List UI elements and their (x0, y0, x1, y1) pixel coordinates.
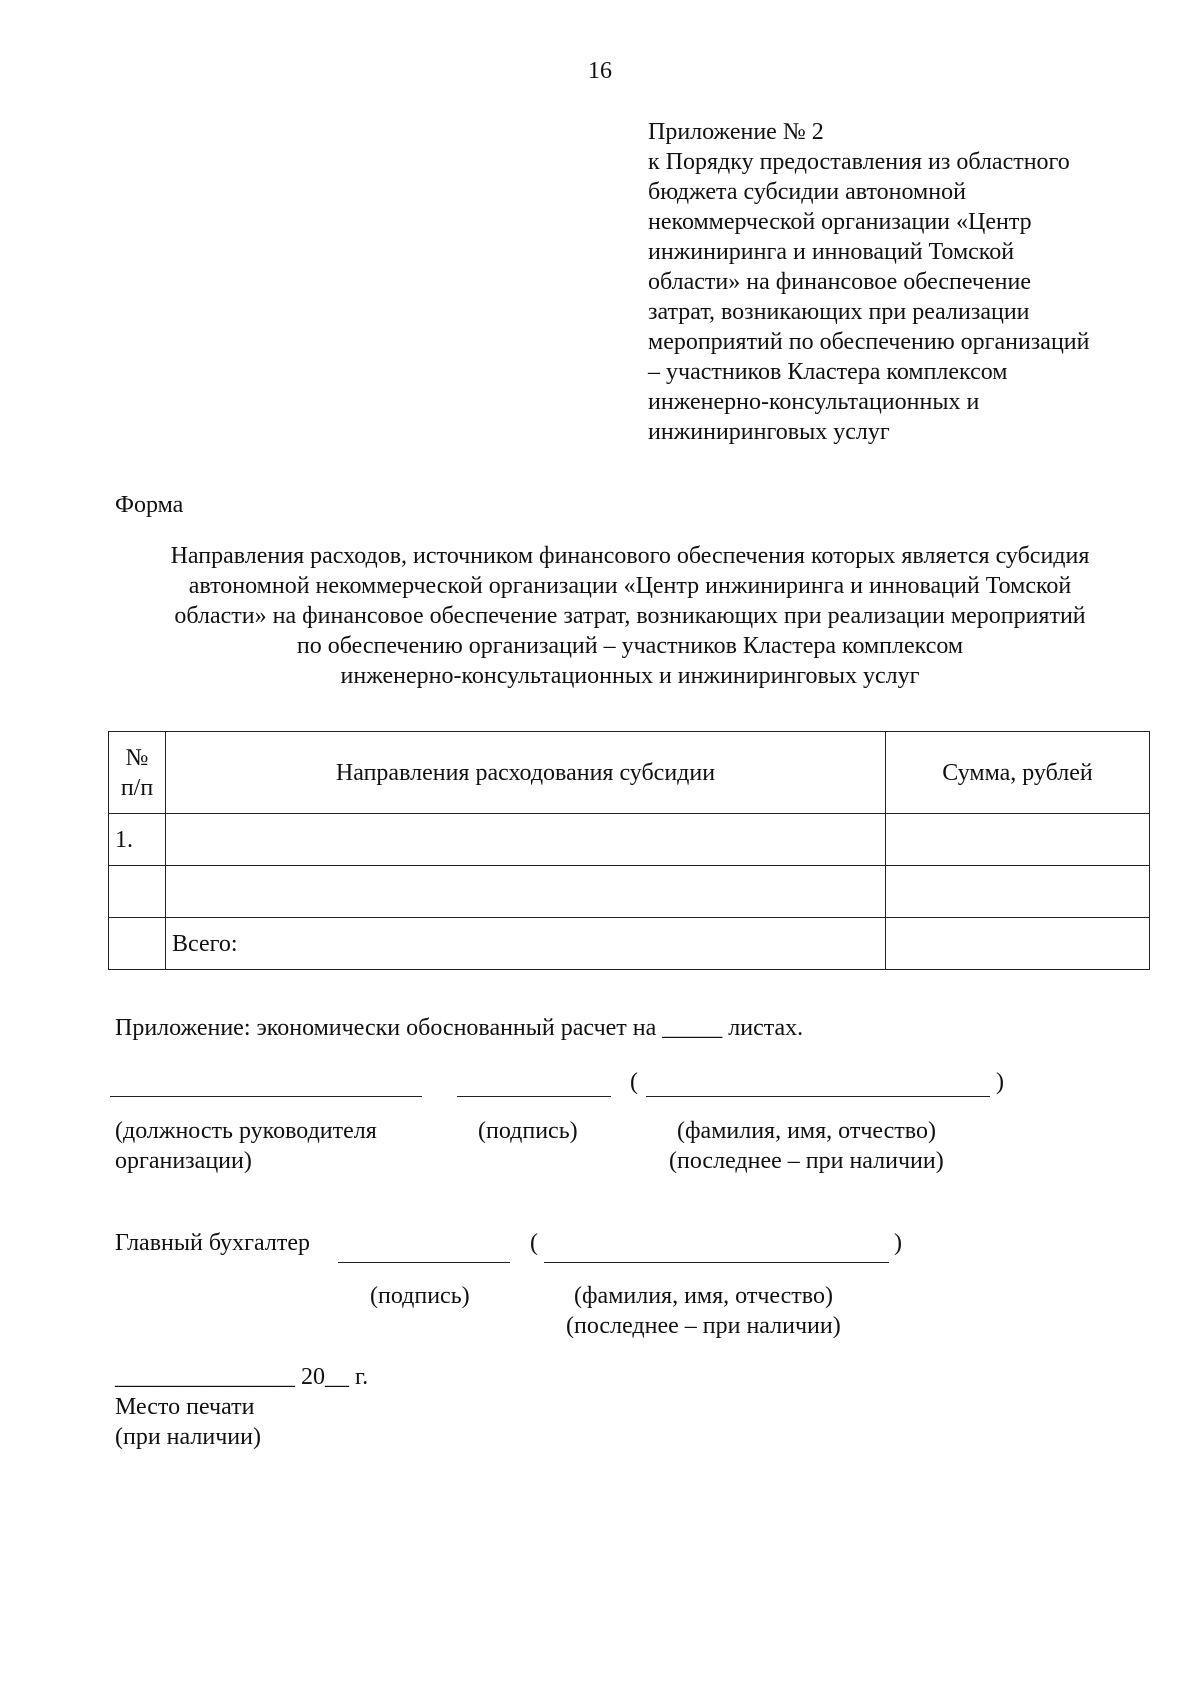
appendix-line: – участников Кластера комплексом (648, 359, 1008, 385)
table-header-row (109, 732, 1150, 814)
cell-num (109, 918, 166, 970)
appendix-line: некоммерческой организации «Центр (648, 209, 1032, 235)
position-caption-line2: организации) (115, 1148, 252, 1174)
accountant-signature-caption: (подпись) (370, 1283, 470, 1309)
accountant-name-caption-line1: (фамилия, имя, отчество) (574, 1283, 833, 1309)
expenses-table (108, 731, 1150, 970)
table-row (109, 814, 1150, 866)
table-row (109, 866, 1150, 918)
seal-place: Место печати (115, 1394, 255, 1420)
appendix-line: затрат, возникающих при реализации (648, 299, 1030, 325)
cell-direction (166, 814, 886, 866)
cell-sum (886, 814, 1150, 866)
position-caption-line1: (должность руководителя (115, 1118, 377, 1144)
table-total-row (109, 918, 1150, 970)
accountant-label: Главный бухгалтер (115, 1230, 310, 1256)
attachment-note: Приложение: экономически обоснованный расчет на _____ листах. (115, 1015, 804, 1041)
cell-direction (166, 866, 886, 918)
open-paren: ( (630, 1069, 638, 1095)
signature-caption: (подпись) (478, 1118, 578, 1144)
appendix-line: мероприятий по обеспечению организаций (648, 329, 1090, 355)
accountant-close-paren: ) (894, 1230, 902, 1256)
seal-note: (при наличии) (115, 1424, 261, 1450)
title-line: области» на финансовое обеспечение затрат, возникающих при реализации мероприятий (174, 603, 1086, 629)
form-label: Форма (115, 492, 184, 518)
cell-sum (886, 866, 1150, 918)
appendix-line: к Порядку предоставления из областного (648, 149, 1070, 175)
appendix-header (648, 117, 1168, 447)
name-caption-line1: (фамилия, имя, отчество) (677, 1118, 936, 1144)
appendix-line: инженерно-консультационных и (648, 389, 980, 415)
accountant-signature-line (338, 1262, 510, 1263)
appendix-line: инжиниринга и инноваций Томской (648, 239, 1015, 265)
title-line: по обеспечению организаций – участников Кластера комплексом (296, 633, 964, 659)
appendix-line: бюджета субсидии автономной (648, 179, 966, 205)
name-blank-line (646, 1096, 990, 1097)
cell-num: 1. (109, 814, 166, 866)
close-paren: ) (996, 1069, 1004, 1095)
cell-num (109, 866, 166, 918)
name-caption-line2: (последнее – при наличии) (669, 1148, 944, 1174)
appendix-line: области» на финансовое обеспечение (648, 269, 1031, 295)
header-direction: Направления расходования субсидии (166, 732, 886, 814)
accountant-name-caption-line2: (последнее – при наличии) (566, 1313, 841, 1339)
title-line: Направления расходов, источником финансового обеспечения которых является субсидия (170, 543, 1090, 569)
appendix-line: Приложение № 2 (648, 119, 824, 145)
header-num (109, 732, 166, 814)
title-line: инженерно-консультационных и инжиниринговых услуг (340, 663, 920, 689)
signature-blank-line (457, 1096, 611, 1097)
cell-total-sum (886, 918, 1150, 970)
page-number: 16 (588, 58, 612, 84)
header-sum: Сумма, рублей (886, 732, 1150, 814)
date-field: _______________ 20__ г. (115, 1364, 369, 1390)
header-num-abbr: п/п (120, 774, 154, 801)
accountant-name-line (544, 1262, 889, 1263)
header-num-symbol: № (125, 744, 149, 771)
cell-total-label: Всего: (166, 918, 886, 970)
document-title (100, 541, 1160, 691)
position-blank-line (110, 1096, 422, 1097)
title-line: автономной некоммерческой организации «Центр инжиниринга и инноваций Томской (188, 573, 1072, 599)
accountant-open-paren: ( (530, 1230, 538, 1256)
appendix-line: инжиниринговых услуг (648, 419, 890, 445)
